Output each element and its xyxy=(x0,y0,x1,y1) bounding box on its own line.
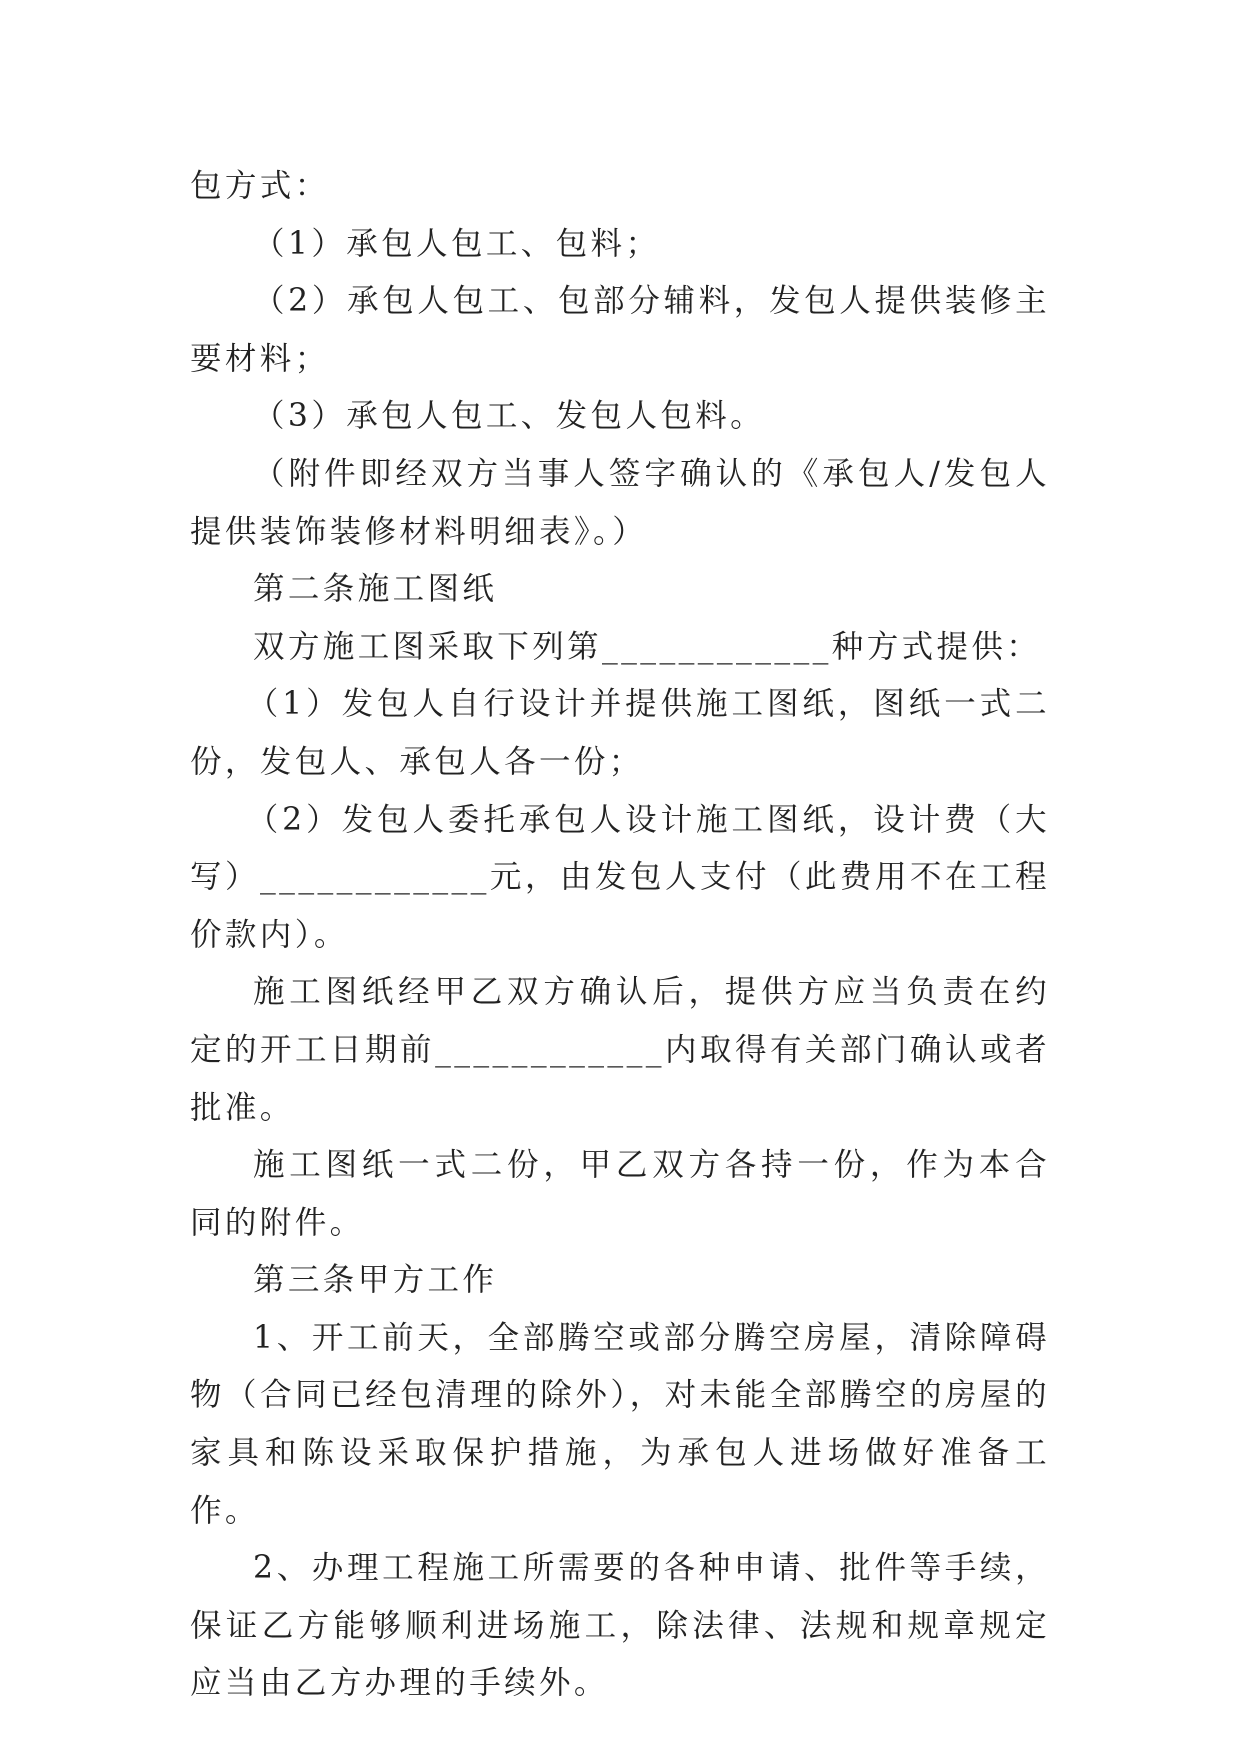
heading-article-3: 第三条甲方工作 xyxy=(253,1262,498,1299)
paragraph-drawing-copies: 施工图纸一式二份，甲乙双方各持一份，作为本合同的附件。 xyxy=(190,1147,1050,1241)
paragraph-attachment-note: （附件即经双方当事人签字确认的《承包人/发包人提供装饰装修材料明细表》。） xyxy=(190,455,1050,550)
paragraph-drawing-approval: 施工图纸经甲乙双方确认后，提供方应当负责在约定的开工日期前____________内取得有关部门确认或者批准。 xyxy=(190,974,1050,1126)
paragraph-contract-mode-tail: 包方式： xyxy=(190,168,330,204)
heading-article-2: 第二条施工图纸 xyxy=(253,571,498,608)
paragraph-option-2: （2）承包人包工、包部分辅料，发包人提供装修主要材料； xyxy=(190,283,1050,377)
paragraph-option-1: （1）承包人包工、包料； xyxy=(253,225,661,262)
paragraph-option-3: （3）承包人包工、发包人包料。 xyxy=(253,398,766,435)
paragraph-drawing-method: 双方施工图采取下列第____________种方式提供： xyxy=(253,628,1042,665)
contract-body xyxy=(190,158,1050,1713)
paragraph-party-a-duty-1: 1、开工前天，全部腾空或部分腾空房屋，清除障碍物（合同已经包清理的除外），对未能全部腾空的房屋的家具和陈设采取保护措施，为承包人进场做好准备工作。 xyxy=(190,1319,1050,1529)
paragraph-party-a-duty-2: 2、办理工程施工所需要的各种申请、批件等手续，保证乙方能够顺利进场施工，除法律、法规和规章规定应当由乙方办理的手续外。 xyxy=(190,1550,1050,1702)
paragraph-drawing-option-1: （1）发包人自行设计并提供施工图纸，图纸一式二份，发包人、承包人各一份； xyxy=(190,686,1050,780)
paragraph-drawing-option-2: （2）发包人委托承包人设计施工图纸，设计费（大写）____________元，由发包人支付（此费用不在工程价款内）。 xyxy=(190,801,1050,953)
